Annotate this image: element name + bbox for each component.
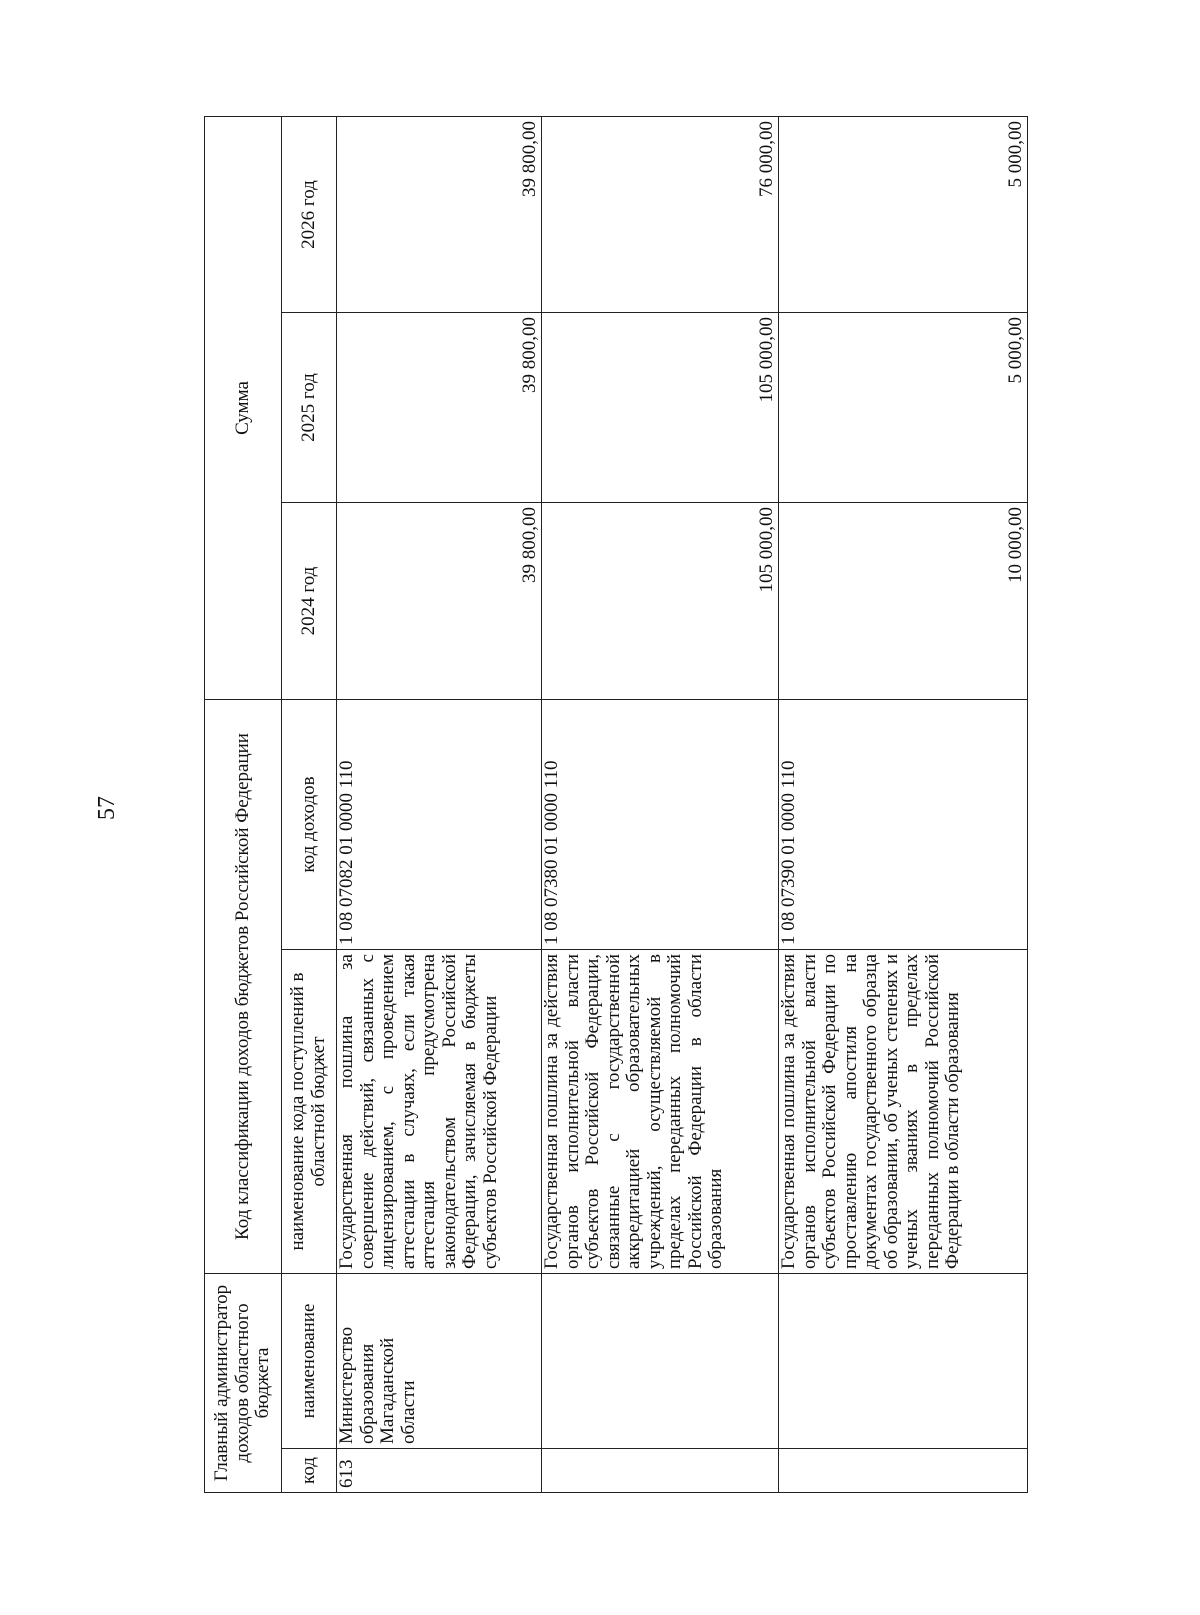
sum-2025-cell: 105 000,00: [542, 313, 779, 503]
admin-code-cell: 613: [337, 1449, 542, 1493]
header-income-name: наименование кода поступлений в областной бюджет: [282, 950, 337, 1274]
sum-2026-cell: 76 000,00: [542, 117, 779, 313]
page-number: 57: [94, 796, 120, 820]
header-year-2024: 2024 год: [282, 503, 337, 700]
admin-name-cell: [779, 1274, 1028, 1449]
table-row: [779, 117, 1028, 1493]
income-name-cell: Государственная пошлина за совершение действий, связанных с лицензированием, с проведением аттестации в случаях, если такая аттестация предусмотрена законодательством Российской Федерации, зачисляемая в бюджеты субъектов Российской Федерации: [337, 950, 542, 1274]
sum-2024-cell: 105 000,00: [542, 503, 779, 700]
admin-code-cell: [542, 1449, 779, 1493]
sum-2025-cell: 5 000,00: [779, 313, 1028, 503]
admin-name-cell: [542, 1274, 779, 1449]
header-classification-group: Код классификации доходов бюджетов Российской Федерации: [205, 700, 282, 1274]
income-code-cell: 1 08 07390 01 0000 110: [779, 700, 1028, 950]
income-code-cell: 1 08 07380 01 0000 110: [542, 700, 779, 950]
sum-2024-cell: 10 000,00: [779, 503, 1028, 700]
sum-2026-cell: 39 800,00: [337, 117, 542, 313]
table-row: [542, 117, 779, 1493]
header-admin-code: код: [282, 1449, 337, 1493]
income-name-cell: Государственная пошлина за действия органов исполнительной власти субъектов Российской Федерации по проставлению апостиля на документах государственного образца об образовании, об ученых степенях и ученых званиях в пределах переданных полномочий Российской Федерации в области образования: [779, 950, 1028, 1274]
header-year-2025: 2025 год: [282, 313, 337, 503]
sum-2026-cell: 5 000,00: [779, 117, 1028, 313]
header-income-code: код доходов: [282, 700, 337, 950]
header-year-2026: 2026 год: [282, 117, 337, 313]
sum-2024-cell: 39 800,00: [337, 503, 542, 700]
revenue-classification-table: [204, 116, 1028, 1493]
header-admin-name: наименование: [282, 1274, 337, 1449]
sum-2025-cell: 39 800,00: [337, 313, 542, 503]
admin-code-cell: [779, 1449, 1028, 1493]
income-name-cell: Государственная пошлина за действия органов исполнительной власти субъектов Российской Федерации, связанные с государственной аккредитацией образовательных учреждений, осуществляемой в пределах переданных полномочий Российской Федерации в области образования: [542, 950, 779, 1274]
header-sum-group: Сумма: [205, 117, 282, 700]
admin-name-cell: Министерство образования Магаданской области: [337, 1274, 542, 1449]
income-code-cell: 1 08 07082 01 0000 110: [337, 700, 542, 950]
table-row: [337, 117, 542, 1493]
rotated-table-wrapper: [204, 117, 1054, 1493]
header-admin-group: Главный администратор доходов областного бюджета: [205, 1274, 282, 1493]
